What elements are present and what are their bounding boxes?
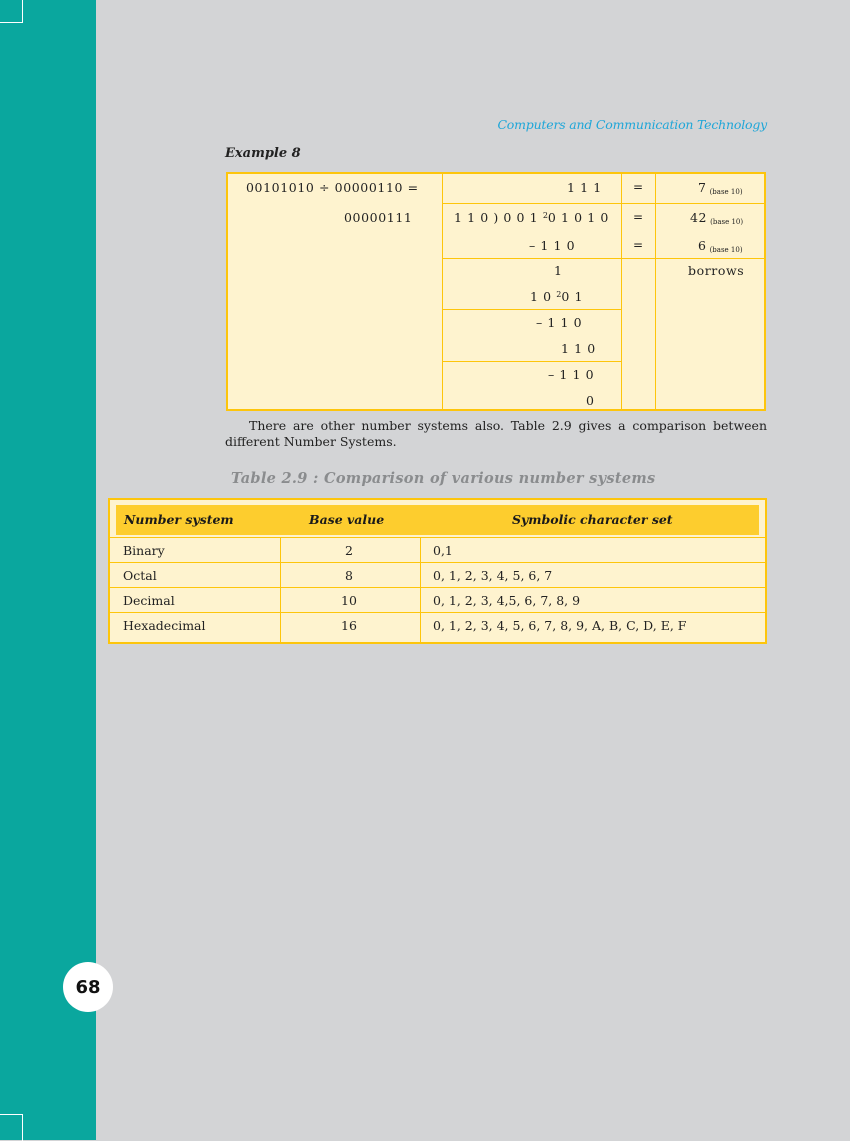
example-title: Example 8 (225, 146, 301, 161)
cell-system: Octal (123, 568, 157, 583)
body-paragraph: There are other number systems also. Table 2.9 gives a comparison between different Number Systems. (225, 418, 767, 449)
equals-sign: = (632, 210, 644, 224)
cell-charset: 0,1 (433, 543, 453, 558)
cell-charset: 0, 1, 2, 3, 4, 5, 6, 7, 8, 9, A, B, C, D, E, F (433, 618, 687, 633)
table-row (110, 587, 765, 613)
running-head: Computers and Communication Technology (497, 117, 767, 132)
cell-base: 16 (341, 618, 357, 633)
row-divider (442, 361, 621, 362)
column-divider (442, 174, 443, 409)
header-number-system: Number system (124, 512, 234, 527)
row-divider (442, 309, 621, 310)
division-expression: 00101010 ÷ 00000110 = (246, 180, 419, 195)
cell-charset: 0, 1, 2, 3, 4,5, 6, 7, 8, 9 (433, 593, 581, 608)
cell-base: 10 (341, 593, 357, 608)
cell-base: 8 (345, 568, 353, 583)
crop-mark-top (0, 0, 23, 23)
table-row (110, 612, 765, 638)
row-divider (442, 203, 764, 204)
divisor-line: 1 1 0 ) 0 0 1 $^2$0 1 0 1 0 (454, 210, 609, 225)
table-row (110, 562, 765, 588)
borrows-label: borrows (688, 263, 745, 278)
subtraction-3: – 1 1 0 (548, 367, 595, 382)
equals-sign: = (632, 180, 644, 194)
remainder-line-a: 1 0 $^2$0 1 (530, 289, 584, 304)
division-result: 00000111 (344, 210, 413, 225)
row-divider (442, 258, 764, 259)
subtraction-2: – 1 1 0 (536, 315, 583, 330)
comparison-table (108, 498, 767, 644)
equals-sign: = (632, 238, 644, 252)
header-base-value: Base value (309, 512, 385, 527)
borrow-digit: 1 (554, 263, 563, 278)
subtraction-1: – 1 1 0 (529, 238, 576, 253)
cell-system: Binary (123, 543, 165, 558)
cell-system: Decimal (123, 593, 175, 608)
column-divider (655, 174, 656, 409)
decimal-value: 7 $_{(base 10)}$ (698, 180, 743, 196)
table-row (110, 537, 765, 563)
page-number: 68 (63, 962, 113, 1012)
example-box (226, 172, 766, 411)
quotient: 1 1 1 (567, 180, 602, 195)
header-symbolic-set: Symbolic character set (512, 512, 673, 527)
crop-mark-bottom (0, 1114, 23, 1141)
remainder-line-b: 1 1 0 (561, 341, 596, 356)
final-remainder: 0 (586, 393, 595, 408)
table-caption: Table 2.9 : Comparison of various number systems (231, 470, 656, 487)
decimal-value: 6 $_{(base 10)}$ (698, 238, 743, 254)
cell-system: Hexadecimal (123, 618, 206, 633)
cell-charset: 0, 1, 2, 3, 4, 5, 6, 7 (433, 568, 553, 583)
table-header-row (116, 505, 759, 535)
cell-base: 2 (345, 543, 353, 558)
decimal-value: 42 $_{(base 10)}$ (690, 210, 744, 226)
